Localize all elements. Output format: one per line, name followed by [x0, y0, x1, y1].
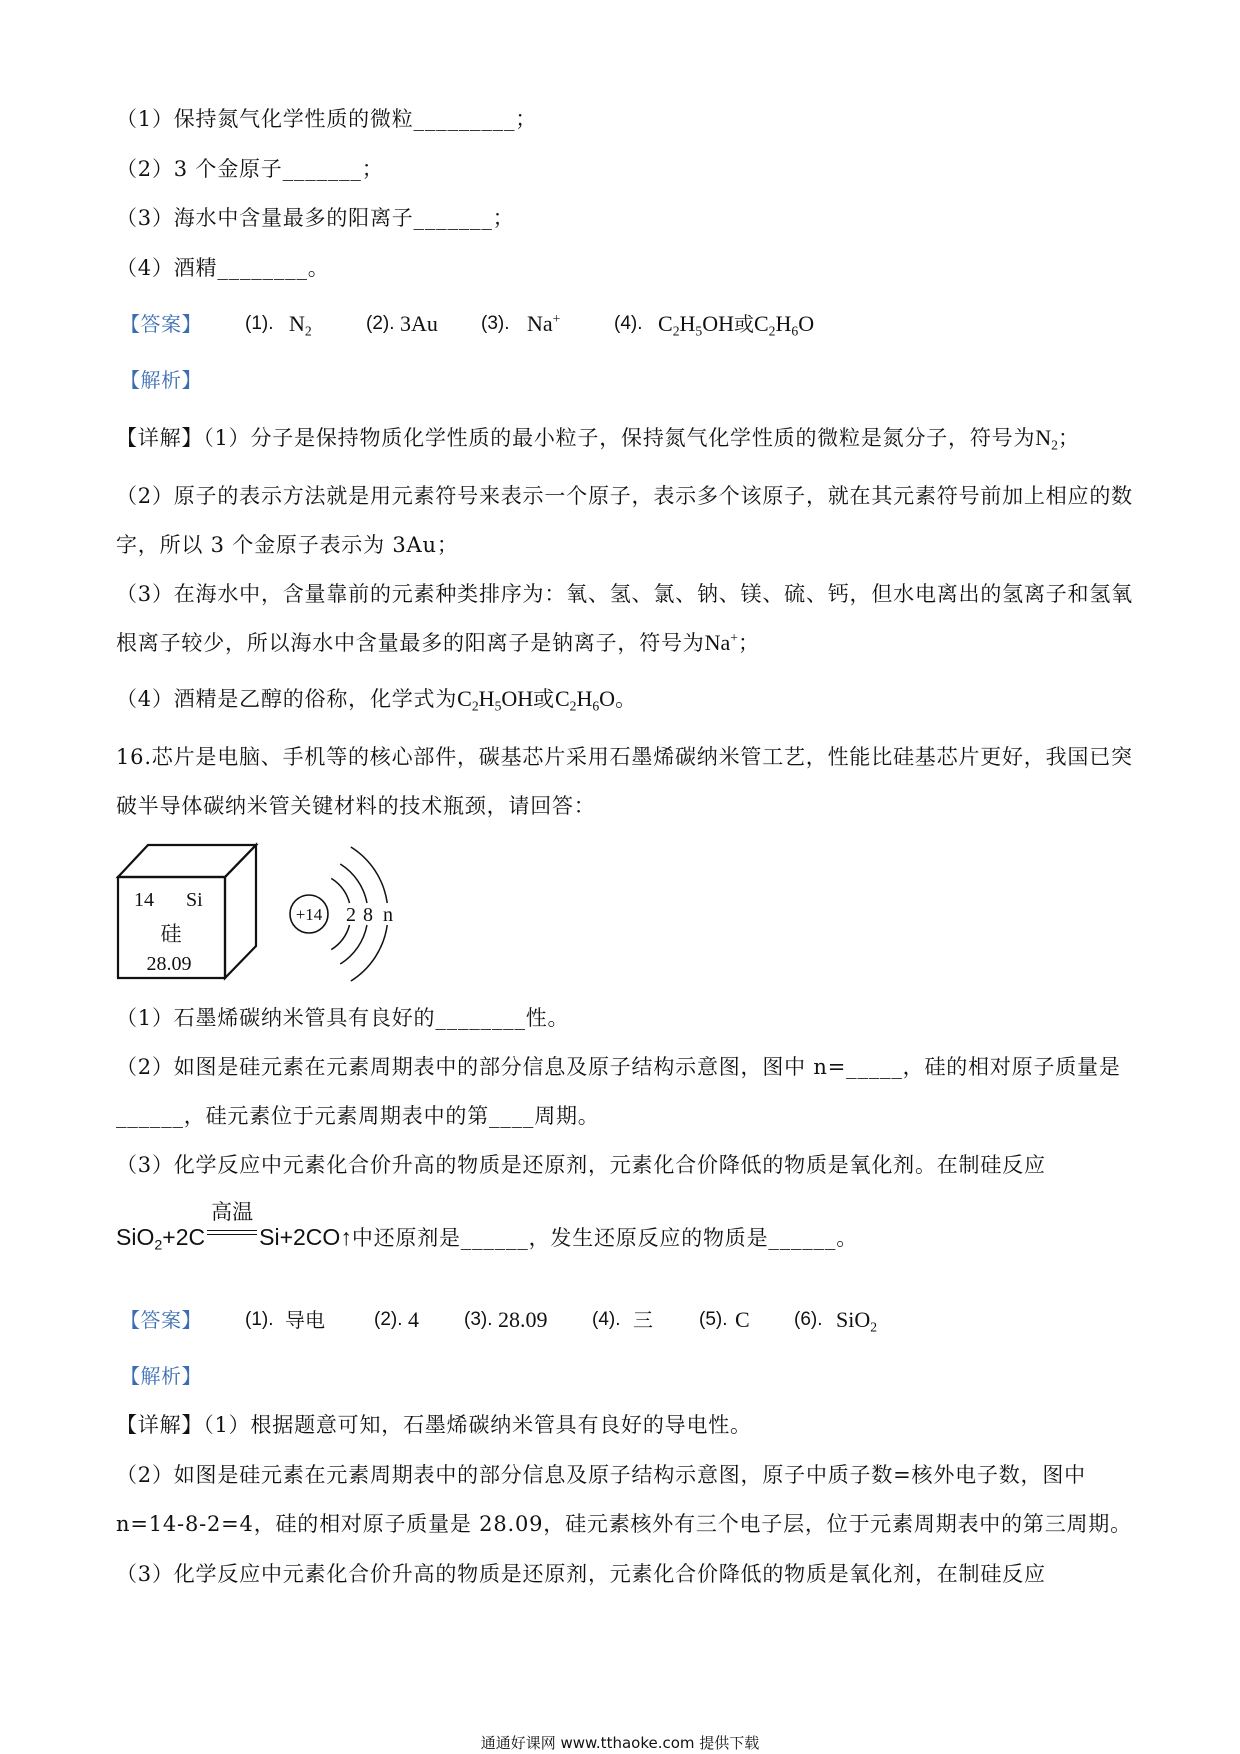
detail-line: （2）如图是硅元素在元素周期表中的部分信息及原子结构示意图，原子中质子数=核外电子数，图中	[116, 1463, 1086, 1487]
reaction-condition	[207, 1200, 257, 1244]
answer-item-number: (5).	[699, 1309, 728, 1330]
detail-line: n=14-8-2=4，硅的相对原子质量是 28.09，硅元素核外有三个电子层，位于元素周期表中的第三周期。	[116, 1512, 1132, 1536]
detail-label: 【详解】	[116, 1413, 204, 1437]
answer-row	[0, 1307, 1240, 1333]
formula-subscript: 2	[768, 323, 776, 339]
analysis-row	[0, 1363, 1240, 1389]
electron-shell-arc	[331, 925, 349, 950]
question-part: （2）3 个金原子_______；	[116, 157, 384, 181]
detail-label: 【详解】	[116, 426, 204, 450]
formula-part: C	[753, 311, 769, 336]
detail-line: （3）在海水中，含量靠前的元素种类排序为：氧、氢、氯、钠、镁、硫、钙，但水电离出的氢离子和氢氧	[116, 582, 1133, 606]
question-part: ______，硅元素位于元素周期表中的第____周期。	[116, 1104, 600, 1128]
detail-text: 根离子较少，所以海水中含量最多的阳离子是钠离子，符号为	[116, 631, 705, 655]
formula-part: O	[599, 686, 616, 711]
formula-subscript: 2	[471, 698, 479, 714]
detail-line: （3）化学反应中元素化合价升高的物质是还原剂，元素化合价降低的物质是氧化剂，在制硅反应	[116, 1562, 1046, 1586]
answer-item-number: (1).	[245, 313, 274, 334]
formula-part: Na	[704, 630, 731, 655]
question-part: （3）海水中含量最多的阳离子_______；	[116, 206, 515, 230]
formula-part: SiO	[836, 1307, 871, 1332]
answer-item-value: C	[735, 1307, 750, 1332]
element-name: 硅	[160, 922, 182, 946]
formula-subscript: 2	[154, 1237, 163, 1254]
answer-formula	[289, 311, 312, 337]
detail-text: （4）酒精是乙醇的俗称，化学式为	[116, 687, 458, 711]
formula-subscript: 2	[1051, 437, 1058, 453]
shell-electron-count: 8	[363, 904, 373, 926]
detail-text: （1）分子是保持物质化学性质的最小粒子，保持氮气化学性质的微粒是氮分子，符号为	[203, 426, 1036, 450]
answer-item-number: (3).	[481, 313, 510, 334]
answer-formula	[836, 1307, 877, 1333]
detail-line	[116, 425, 1080, 451]
formula-part: OH	[702, 311, 734, 336]
question-stem: 16.芯片是电脑、手机等的核心部件，碳基芯片采用石墨烯碳纳米管工艺，性能比硅基芯片更好，我国已突	[116, 745, 1133, 769]
cube-top-face	[118, 845, 256, 877]
answer-item-number: (1).	[245, 1309, 274, 1330]
detail-line: （2）原子的表示方法就是用元素符号来表示一个原子，表示多个该原子，就在其元素符号前加上相应的数	[116, 484, 1133, 508]
electron-shell-arc	[340, 925, 367, 964]
formula-superscript: +	[730, 629, 738, 645]
answer-item-number: (6).	[794, 1309, 823, 1330]
formula-part: SiO	[116, 1224, 155, 1250]
gas-arrow: ↑	[340, 1224, 352, 1250]
formula-part: C	[554, 686, 570, 711]
element-symbol: Si	[186, 889, 203, 911]
equation-product: Si+2CO	[259, 1224, 341, 1250]
analysis-label: 【解析】	[120, 368, 202, 392]
question-stem: 破半导体碳纳米管关键材料的技术瓶颈，请回答：	[116, 794, 596, 818]
formula-superscript: +	[552, 310, 561, 326]
formula-connector: 或	[733, 312, 754, 336]
inline-formula	[554, 686, 616, 714]
formula-part: H	[775, 311, 792, 336]
inline-formula	[1035, 425, 1058, 453]
electron-shell-arc	[351, 925, 387, 981]
element-mass: 28.09	[146, 953, 192, 975]
formula-part: +2C	[162, 1224, 206, 1250]
answer-row	[0, 311, 1240, 337]
formula-part: H	[478, 686, 495, 711]
answer-item-value: 28.09	[498, 1307, 548, 1332]
equation-question-text: 中还原剂是______，发生还原反应的物质是______。	[351, 1226, 859, 1250]
formula-part: N	[1035, 425, 1052, 450]
silicon-figure	[110, 838, 410, 988]
answer-item-number: (4).	[592, 1309, 621, 1330]
formula-part: H	[679, 311, 696, 336]
question-part: （1）保持氮气化学性质的微粒_________；	[116, 107, 538, 131]
detail-line	[116, 1412, 752, 1438]
formula-part: C	[658, 311, 673, 336]
answer-item-number: (2).	[366, 313, 395, 334]
formula-part: Na	[527, 311, 553, 336]
question-part: （4）酒精________。	[116, 256, 330, 280]
analysis-row	[0, 367, 1240, 393]
nucleus-charge: +14	[295, 905, 323, 924]
shell-electron-count: 2	[346, 904, 356, 926]
shell-electron-count: n	[383, 904, 393, 926]
answer-label: 【答案】	[120, 312, 202, 336]
formula-part: H	[576, 686, 593, 711]
electron-shells	[331, 847, 387, 981]
inline-formula	[457, 686, 534, 714]
element-number: 14	[134, 889, 154, 911]
formula-subscript: 2	[569, 698, 577, 714]
answer-item-value: 三	[633, 1308, 653, 1332]
detail-text-end: 。	[615, 687, 637, 711]
formula-subscript: 2	[304, 323, 312, 339]
electron-shell-arc	[351, 847, 387, 903]
formula-subscript: 5	[695, 323, 703, 339]
answer-label: 【答案】	[120, 1308, 202, 1332]
detail-text-end: ；	[1057, 426, 1080, 450]
reaction-equation	[116, 1200, 859, 1254]
answer-item-value: 3Au	[400, 311, 438, 336]
answer-formula	[658, 311, 814, 337]
formula-subscript: 6	[592, 698, 600, 714]
formula-subscript: 2	[672, 323, 680, 339]
question-part: （3）化学反应中元素化合价升高的物质是还原剂，元素化合价降低的物质是氧化剂。在制硅反应	[116, 1153, 1046, 1177]
formula-subscript: 2	[870, 1319, 878, 1335]
footer-source: 通通好课网 www.tthaoke.com 提供下载	[480, 1734, 760, 1752]
formula-part: O	[798, 311, 815, 336]
question-part: （1）石墨烯碳纳米管具有良好的________性。	[116, 1006, 570, 1030]
formula-subscript: 5	[494, 698, 502, 714]
cube-side-face	[225, 845, 256, 978]
electron-shell-arc	[340, 864, 367, 903]
detail-line	[116, 630, 760, 656]
reaction-condition-text: 高温	[211, 1200, 254, 1224]
formula-subscript: 6	[791, 323, 799, 339]
electron-shell-arc	[331, 878, 349, 903]
equals-double-line	[207, 1230, 257, 1235]
question-part: （2）如图是硅元素在元素周期表中的部分信息及原子结构示意图，图中 n=_____，硅的相对原子质量是	[116, 1055, 1121, 1079]
formula-part: C	[457, 686, 472, 711]
answer-item-value: 导电	[285, 1308, 325, 1332]
detail-text: （1）根据题意可知，石墨烯碳纳米管具有良好的导电性。	[203, 1413, 752, 1437]
formula-part: N	[289, 311, 305, 336]
answer-item-number: (3).	[464, 1309, 493, 1330]
inline-formula	[705, 630, 738, 655]
answer-item-number: (4).	[614, 313, 643, 334]
formula-connector: 或	[533, 687, 555, 711]
detail-text-end: ；	[737, 631, 760, 655]
answer-formula	[527, 311, 560, 337]
answer-item-value: 4	[408, 1307, 419, 1332]
answer-item-number: (2).	[374, 1309, 403, 1330]
equation-reactant	[116, 1224, 206, 1254]
detail-line	[116, 686, 637, 712]
detail-line: 字，所以 3 个金原子表示为 3Au；	[116, 533, 459, 557]
analysis-label: 【解析】	[120, 1364, 202, 1388]
formula-part: OH	[501, 686, 534, 711]
